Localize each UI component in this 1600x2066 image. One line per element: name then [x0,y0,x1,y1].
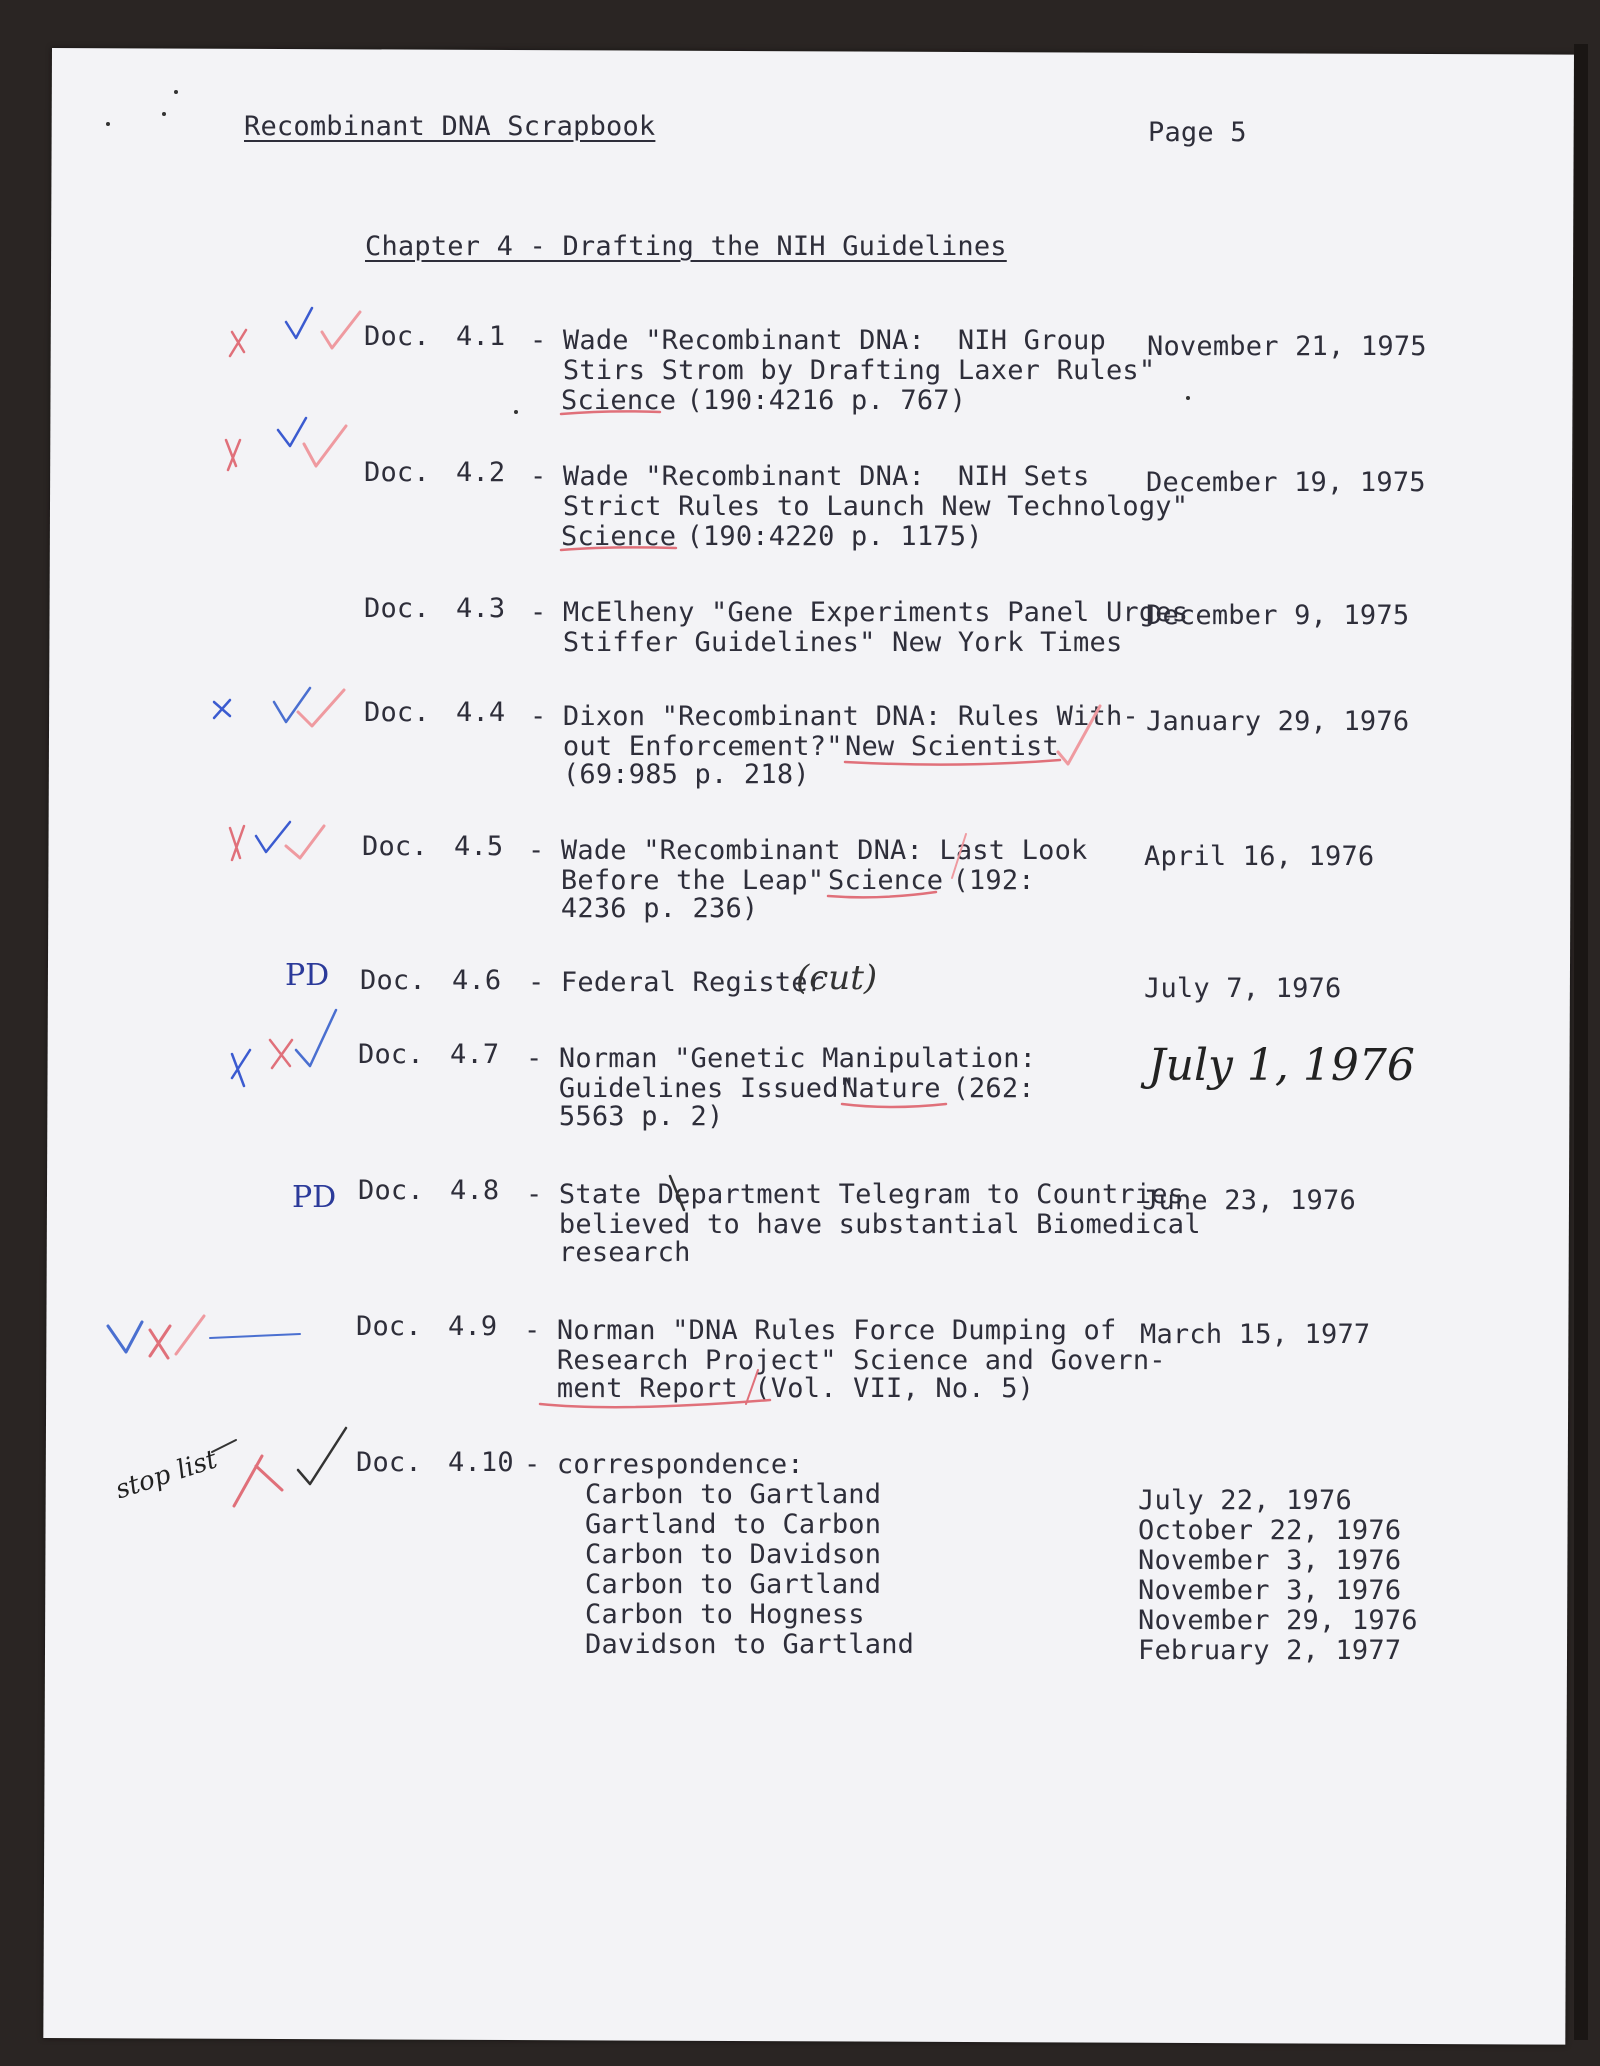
doc-source-detail: (190:4220 p. 1175) [670,521,983,552]
doc-line: - correspondence: [524,1449,804,1480]
doc-line: - Federal Register [528,967,825,998]
pd-annotation: PD [285,958,330,993]
doc-line: - Dixon "Recombinant DNA: Rules With- [530,701,1139,732]
doc-number: 4.10 [448,1447,514,1478]
correspondence-item: Carbon to Gartland [585,1479,882,1510]
doc-number: 4.3 [456,593,506,624]
doc-date: June 23, 1976 [1142,1185,1356,1216]
doc-line: research [526,1237,691,1268]
doc-line: - McElheny "Gene Experiments Panel Urges [530,597,1189,628]
doc-line: Before the Leap" [528,865,858,896]
doc-line: Research Project" Science and Govern- [524,1345,1166,1376]
doc-date: January 29, 1976 [1146,706,1410,737]
doc-line: out Enforcement?" [530,731,876,762]
doc-number: 4.4 [456,697,506,728]
doc-date: November 21, 1975 [1147,331,1427,362]
doc-number: 4.8 [450,1175,500,1206]
doc-label: Doc. [362,831,428,862]
doc-source-detail: (190:4216 p. 767) [670,385,967,416]
doc-line: - State Department Telegram to Countries [526,1179,1185,1210]
doc-source-detail: (192: [936,865,1035,896]
handwritten-cut-note: (cut) [796,958,878,998]
correspondence-date: November 3, 1976 [1138,1575,1402,1606]
doc-line: 4236 p. 236) [528,893,759,924]
doc-label: Doc. [356,1311,422,1342]
doc-number: 4.7 [450,1039,500,1070]
doc-line: Stirs Strom by Drafting Laxer Rules" [530,355,1156,386]
paper-speck [106,122,110,126]
correspondence-date: November 29, 1976 [1138,1605,1418,1636]
correspondence-item: Gartland to Carbon [585,1509,882,1540]
correspondence-date: October 22, 1976 [1138,1515,1402,1546]
doc-label: Doc. [364,457,430,488]
doc-number: 4.1 [456,321,506,352]
handwritten-date: July 1, 1976 [1148,1040,1415,1091]
doc-line: - Norman "Genetic Manipulation: [526,1043,1037,1074]
doc-line: - Wade "Recombinant DNA: NIH Group [530,325,1106,356]
doc-date: April 16, 1976 [1144,841,1375,872]
doc-label: Doc. [364,593,430,624]
doc-number: 4.6 [452,965,502,996]
doc-source: Science [561,521,677,552]
doc-source: Science [561,385,677,416]
doc-label: Doc. [358,1039,424,1070]
doc-label: Doc. [358,1175,424,1206]
correspondence-date: February 2, 1977 [1138,1635,1402,1666]
doc-line: ment Report (Vol. VII, No. 5) [524,1373,1035,1404]
paper-speck [162,112,166,116]
doc-number: 4.2 [456,457,506,488]
doc-source-detail: (262: [936,1073,1035,1104]
doc-line: - Wade "Recombinant DNA: Last Look [528,835,1088,866]
correspondence-item: Carbon to Davidson [585,1539,882,1570]
pd-annotation: PD [292,1180,337,1215]
chapter-title: Chapter 4 - Drafting the NIH Guidelines [365,231,1007,262]
doc-line: (69:985 p. 218) [530,759,810,790]
doc-line: - Wade "Recombinant DNA: NIH Sets [530,461,1090,492]
page-number: Page 5 [1148,117,1247,148]
correspondence-item: Carbon to Gartland [585,1569,882,1600]
scribble-note: stop list [111,1444,221,1506]
doc-label: Doc. [356,1447,422,1478]
doc-source: Nature [842,1073,941,1104]
doc-line: 5563 p. 2) [526,1101,724,1132]
doc-date: March 15, 1977 [1140,1319,1371,1350]
doc-label: Doc. [364,697,430,728]
paper-speck [1186,396,1190,400]
doc-line: Guidelines Issued" [526,1073,872,1104]
paper-speck [514,410,518,414]
doc-number: 4.9 [448,1311,498,1342]
doc-number: 4.5 [454,831,504,862]
doc-line: believed to have substantial Biomedical [526,1209,1201,1240]
paper-speck [174,90,178,94]
doc-date: July 7, 1976 [1144,973,1342,1004]
correspondence-date: November 3, 1976 [1138,1545,1402,1576]
doc-date: December 9, 1975 [1146,600,1410,631]
correspondence-item: Carbon to Hogness [585,1599,865,1630]
doc-date: December 19, 1975 [1146,467,1426,498]
scrapbook-title: Recombinant DNA Scrapbook [244,111,656,142]
doc-line: - Norman "DNA Rules Force Dumping of [524,1315,1117,1346]
doc-label: Doc. [360,965,426,996]
correspondence-date: July 22, 1976 [1138,1485,1352,1516]
page-edge [1574,44,1588,2040]
doc-line: Stiffer Guidelines" New York Times [530,627,1123,658]
doc-label: Doc. [364,321,430,352]
doc-source: Science [828,865,944,896]
doc-line: Strict Rules to Launch New Technology" [530,491,1189,522]
correspondence-item: Davidson to Gartland [585,1629,915,1660]
doc-source: New Scientist [845,731,1059,762]
